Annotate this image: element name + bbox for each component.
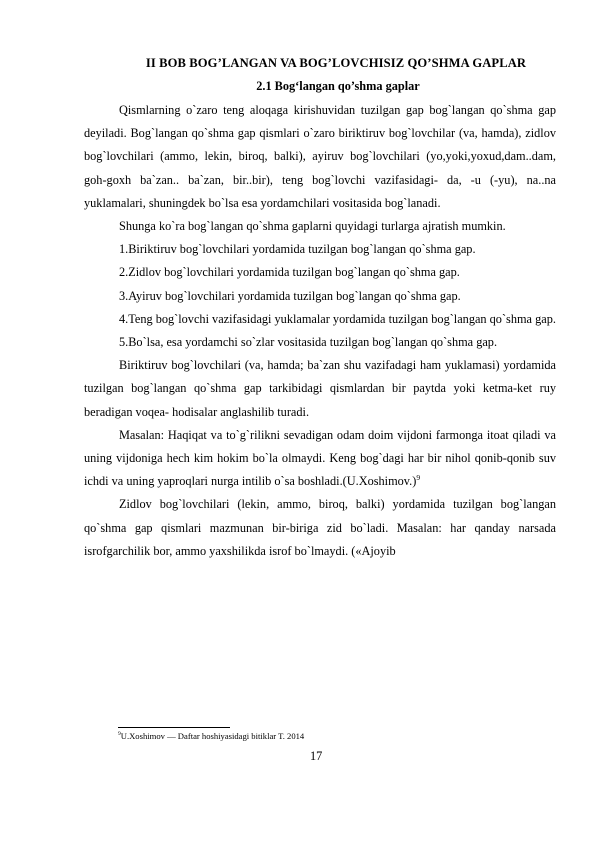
paragraph xyxy=(84,99,556,215)
footnote-text: U.Xoshimov — Daftar hoshiyasidagi bitiklar T. 2014 xyxy=(120,731,305,741)
paragraph xyxy=(84,424,556,494)
footnote-marker: 9 xyxy=(118,731,121,738)
paragraph-text: Qismlarning o`zaro teng aloqaga kirishuvidan tuzilgan gap bog`langan qo`shma gap deyiladi. Bog`langan qo`shma gap qismlari o`zaro biriktiruv bog`lovchilar (va, hamda), zidlov bog`lovchilari (ammo, lekin, biroq, balki), ayiruv bog`lovchilari (yo,yoki,yoxud,dam..dam, goh-goxh ba`zan.. ba`zan, bir..bir), teng bog`lovchi vazifasidagi- da, -u (-yu), na..na yuklamalari, shuningdek bo`lsa esa yordamchilari vositasida bog`lanadi. xyxy=(84,103,556,210)
paragraph-text: Zidlov bog`lovchilari (lekin, ammo, biroq, balki) yordamida tuzilgan bog`langan qo`shma gap qismlari mazmunan bir-biriga zid bo`ladi. Masalan: har qanday narsada isrofgarchilik bor, ammo yaxshilikda isrof bo`lmaydi. («Ajoyib xyxy=(84,497,556,558)
paragraph xyxy=(84,261,556,284)
body-text xyxy=(84,99,556,563)
section-subtitle: 2.1 Bog‘langan qo’shma gaplar xyxy=(256,79,420,93)
footnote xyxy=(118,731,304,741)
page-number: 17 xyxy=(310,749,323,763)
paragraph xyxy=(84,215,556,238)
paragraph-text: Biriktiruv bog`lovchilari (va, hamda; ba`zan shu vazifadagi ham yuklamasi) yordamida tuzilgan bog`langan qo`shma gap tarkibidagi qismlardan bir paytda yoki ketma-ket ruy beradigan voqea- hodisalar anglashilib turadi. xyxy=(84,358,556,419)
paragraph xyxy=(84,308,556,331)
footnote-divider xyxy=(118,727,230,728)
footnote-reference[interactable]: 9 xyxy=(416,473,421,483)
paragraph-text: Masalan: Haqiqat va to`g`rilikni sevadigan odam doim vijdoni farmonga itoat qiladi va uning vijdoniga hech kim hokim bo`la olmaydi. Keng bog`dagi har bir nihol qonib-qonib suv ichdi va uning yaproqlari nurga intilib o`sa boshladi.(U.Xoshimov.) xyxy=(84,427,556,489)
paragraph-text: Shunga ko`ra bog`langan qo`shma gaplarni quyidagi turlarga ajratish mumkin. xyxy=(119,219,506,234)
paragraph xyxy=(84,285,556,308)
paragraph-text: 3.Ayiruv bog`lovchilari yordamida tuzilgan bog`langan qo`shma gap. xyxy=(119,288,461,303)
paragraph xyxy=(84,493,556,563)
paragraph-text: 1.Biriktiruv bog`lovchilari yordamida tuzilgan bog`langan qo`shma gap. xyxy=(119,242,476,257)
paragraph xyxy=(84,238,556,261)
chapter-title: II BOB BOG’LANGAN VA BOG’LOVCHISIZ QO’SHMA GAPLAR xyxy=(145,56,527,70)
paragraph-text: 4.Teng bog`lovchi vazifasidagi yuklamalar yordamida tuzilgan bog`langan qo`shma gap. xyxy=(119,311,556,326)
paragraph xyxy=(84,331,556,354)
paragraph-text: 2.Zidlov bog`lovchilari yordamida tuzilgan bog`langan qo`shma gap. xyxy=(119,265,460,280)
paragraph xyxy=(84,354,556,424)
paragraph-text: 5.Bo`lsa, esa yordamchi so`zlar vositasida tuzilgan bog`langan qo`shma gap. xyxy=(119,335,498,350)
